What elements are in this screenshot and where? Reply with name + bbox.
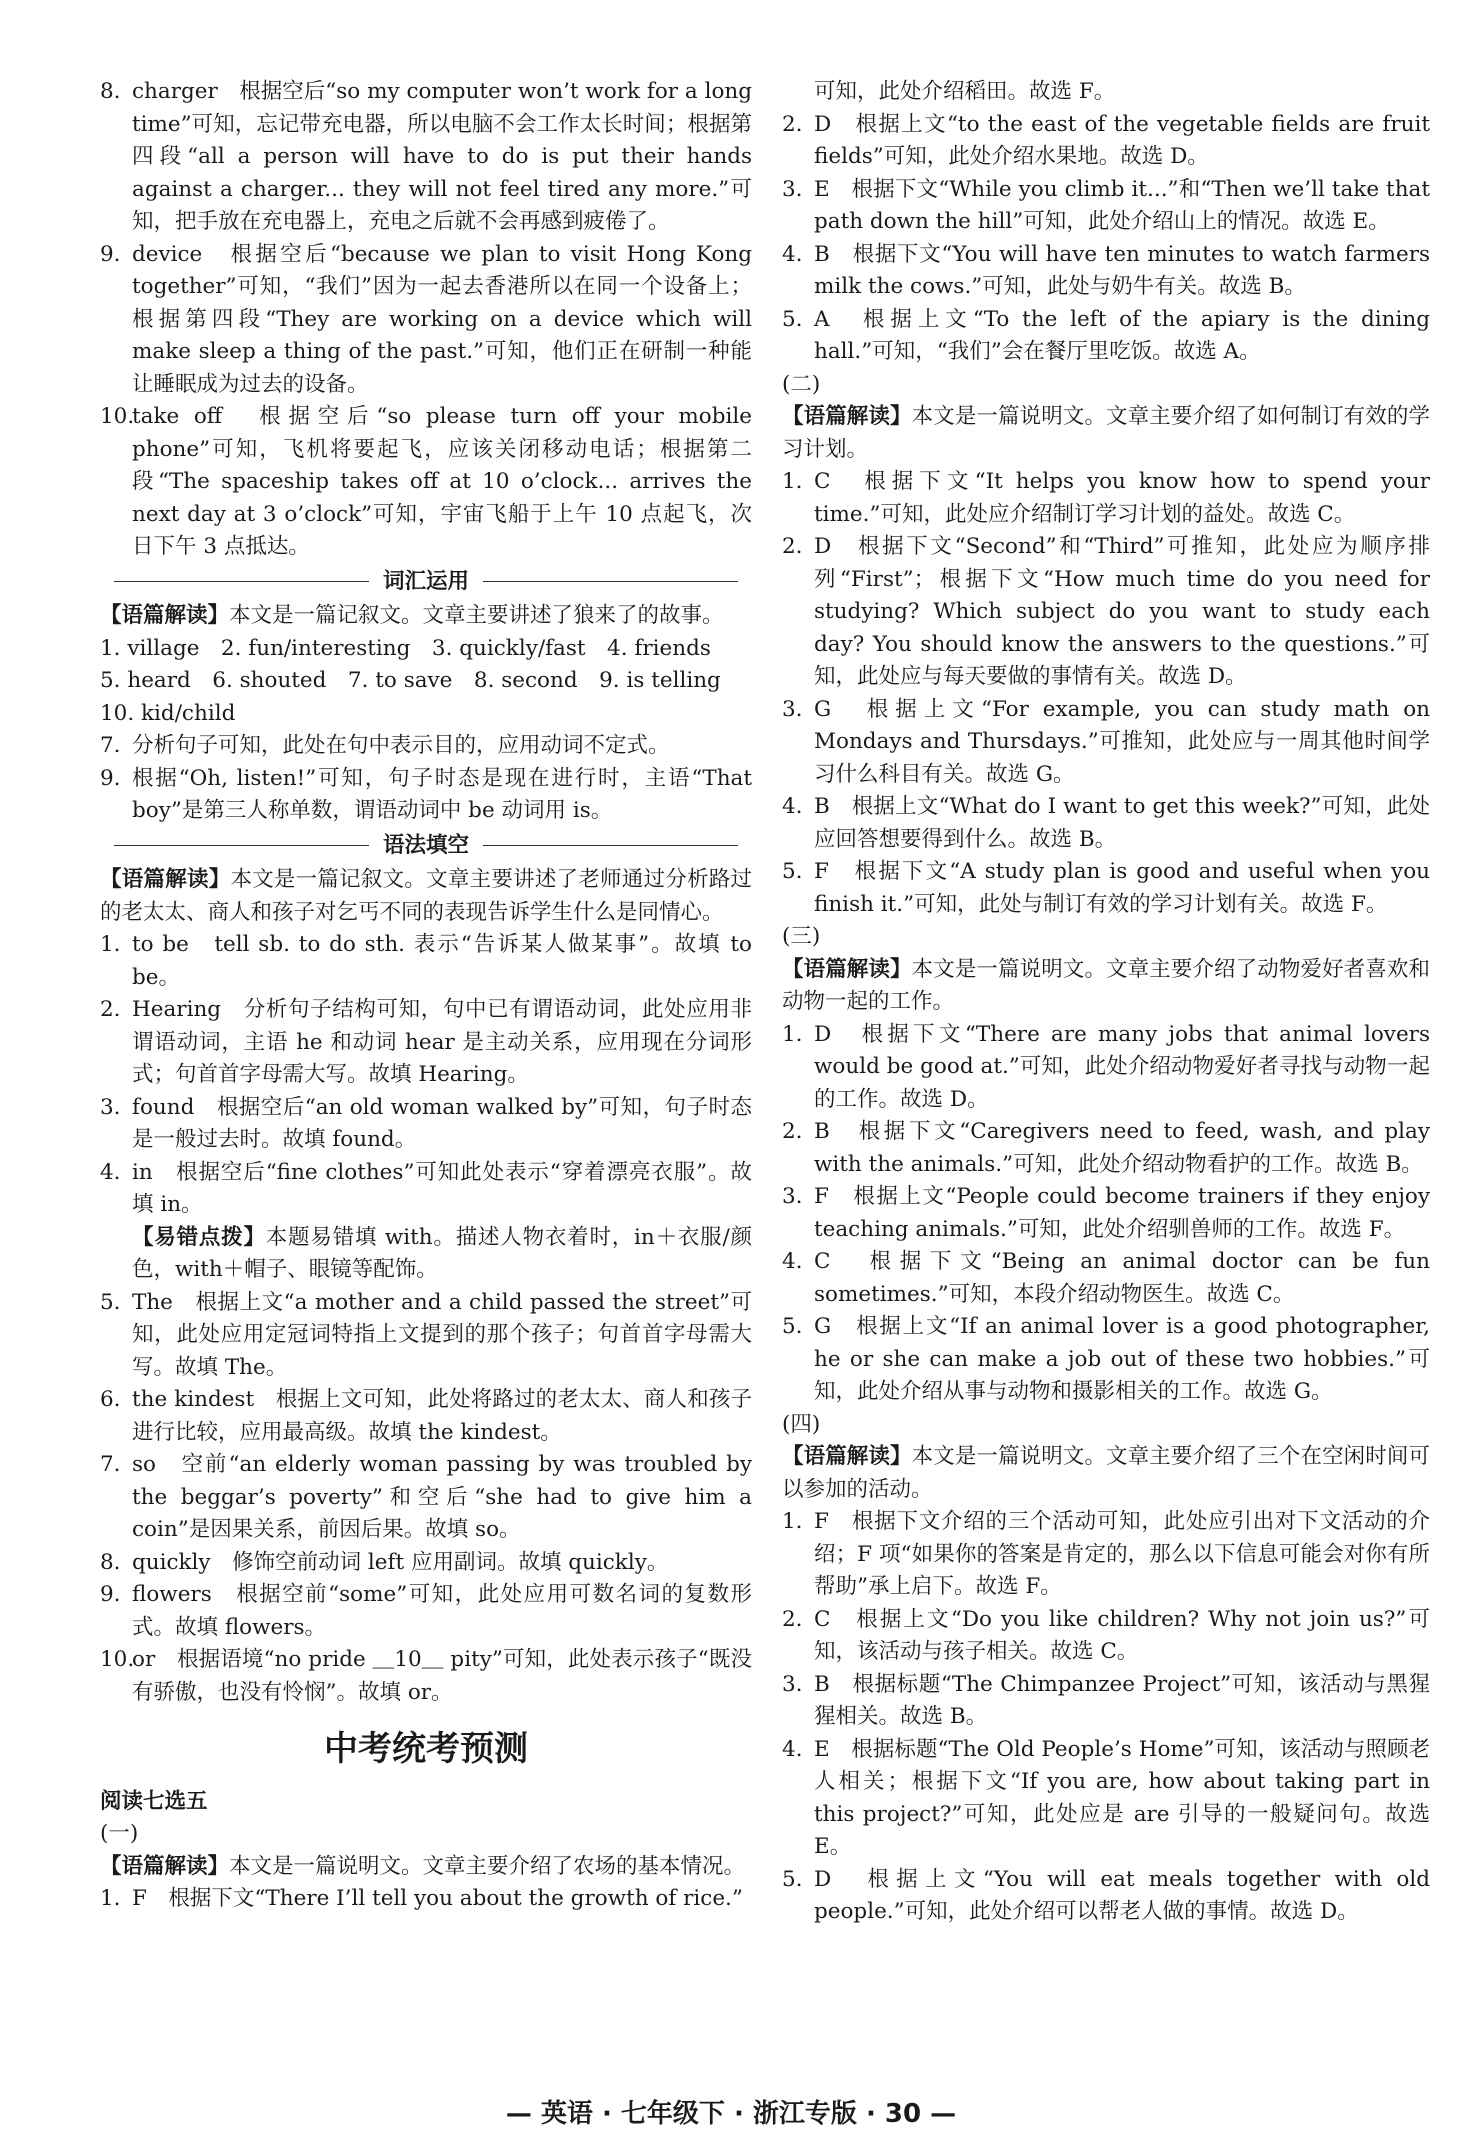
- right-column: [782, 76, 1437, 1929]
- item-number: 7.: [100, 1452, 121, 1477]
- part1-label: (一): [100, 1821, 139, 1846]
- part4-answers: [782, 1506, 1437, 1929]
- vocab-heading: 词汇运用: [100, 566, 752, 599]
- item-text: E 根据标题“The Old People’s Home”可知，该活动与照顾老人相关；根据下文“If you are, how about taking part in this project?”可知，此处应是 are 引导的一般疑问句。故选 E。: [814, 1736, 1437, 1859]
- answer-item: [782, 856, 1437, 921]
- vocab-intro: 【语篇解读】本文是一篇记叙文。文章主要讲述了狼来了的故事。: [100, 603, 724, 628]
- vocab-answers: [100, 633, 752, 731]
- part1-intro: 【语篇解读】本文是一篇说明文。文章主要介绍了农场的基本情况。: [100, 1853, 746, 1879]
- item-number: 5.: [100, 1289, 121, 1315]
- answer-item: [100, 994, 752, 1092]
- item-number: 7.: [100, 733, 121, 758]
- item-text: D 根据上文“to the east of the vegetable fields are fruit fields”可知，此处介绍水果地。故选 D。: [814, 111, 1437, 169]
- item-text: D 根据上文“You will eat meals together with old people.”可知，此处介绍可以帮老人做的事情。故选 D。: [814, 1866, 1437, 1924]
- answer-item: [782, 1311, 1437, 1409]
- item-number: 3.: [782, 1184, 803, 1209]
- item-text: D 根据下文“Second”和“Third”可推知，此处应为顺序排列“First”；根据下文“How much time do you need for studying? Which subject do you want to study each day? You should know the answers to the questions.”可知，此处应与每天要做的事情有关。故选 D。: [814, 534, 1437, 689]
- grammar-heading: 语法填空: [100, 830, 752, 863]
- answer-item: [100, 1547, 752, 1580]
- error-tip: 【易错点拨】本题易错填 with。描述人物衣着时，in＋衣服/颜色，with＋帽子、眼镜等配饰。: [132, 1224, 752, 1282]
- reading-label: 阅读七选五: [100, 1788, 208, 1814]
- item-number: 5.: [782, 1866, 803, 1892]
- item-text: 分析句子可知，此处在句中表示目的，应用动词不定式。: [132, 733, 670, 758]
- item-number: 5.: [782, 1314, 803, 1339]
- item-text: quickly 修饰空前动词 left 应用副词。故填 quickly。: [132, 1549, 669, 1575]
- item-number: 1.: [782, 1021, 803, 1047]
- item-number: 3.: [782, 176, 803, 202]
- part3-label: (三): [782, 924, 821, 949]
- item-number: 4.: [782, 794, 803, 819]
- item-number: 2.: [782, 111, 803, 137]
- answer-item: [782, 304, 1437, 369]
- item-text: the kindest 根据上文可知，此处将路过的老太太、商人和孩子进行比较，应用最高级。故填 the kindest。: [132, 1387, 752, 1445]
- item-text: F 根据上文“People could become trainers if they enjoy teaching animals.”可知，此处介绍驯兽师的工作。故选 F。: [814, 1184, 1437, 1242]
- item-text: F 根据下文介绍的三个活动可知，此处应引出对下文活动的介绍；F 项“如果你的答案是肯定的，那么以下信息可能会对你有所帮助”承上启下。故选 F。: [814, 1509, 1430, 1599]
- answer-item: [782, 694, 1437, 792]
- answer-item: [100, 239, 759, 402]
- part1-answers: [782, 109, 1437, 369]
- answer-item: [100, 763, 759, 828]
- item-text: B 根据上文“What do I want to get this week?”可知，此处应回答想要得到什么。故选 B。: [814, 794, 1430, 852]
- item-text: C 根据上文“Do you like children? Why not join us?”可知，该活动与孩子相关。故选 C。: [814, 1606, 1430, 1664]
- vocab-line: 1. village 2. fun/interesting 3. quickly/fast 4. friends: [100, 635, 711, 661]
- vocab-line: 10. kid/child: [100, 700, 236, 726]
- item-text: to be tell sb. to do sth. 表示“告诉某人做某事”。故填 to be。: [132, 932, 759, 990]
- item-text: Hearing 分析句子结构可知，句中已有谓语动词，此处应用非谓语动词，主语 he 和动词 hear 是主动关系，应用现在分词形式；句首首字母需大写。故填 Hearing。: [132, 997, 752, 1087]
- left-column: [100, 76, 759, 1916]
- part1-item-1: 1. F 根据下文“There I’ll tell you about the growth of rice.”: [100, 1886, 743, 1911]
- item-text: F 根据下文“A study plan is good and useful when you finish it.”可知，此处与制订有效的学习计划有关。故选 F。: [814, 859, 1437, 917]
- answer-item: [100, 1092, 752, 1157]
- page-footer: — 英语 · 七年级下 · 浙江专版 · 30 —: [505, 2099, 957, 2129]
- item-text: charger 根据空后“so my computer won’t work for a long time”可知，忘记带充电器，所以电脑不会工作太长时间；根据第四段“all a person will have to do is put their hands against a charger... they will not feel tired any more.”可知，把手放在充电器上，充电之后就不会再感到疲倦了。: [132, 79, 759, 234]
- answer-list: [100, 76, 759, 564]
- part2-answers: [782, 466, 1437, 921]
- grammar-intro: 【语篇解读】本文是一篇记叙文。文章主要讲述了老师通过分析路过的老太太、商人和孩子对乞丐不同的表现告诉学生什么是同情心。: [100, 867, 752, 925]
- item-text: C 根据下文“It helps you know how to spend your time.”可知，此处应介绍制订学习计划的益处。故选 C。: [814, 469, 1437, 527]
- vocab-notes: [100, 730, 759, 828]
- item-number: 8.: [100, 79, 121, 104]
- item-text: 根据“Oh, listen!”可知，句子时态是现在进行时，主语“That boy”是第三人称单数，谓语动词中 be 动词用 is。: [132, 765, 759, 823]
- item-text: flowers 根据空前“some”可知，此处应用可数名词的复数形式。故填 flowers。: [132, 1582, 752, 1640]
- item-number: 5.: [782, 306, 803, 332]
- answer-item: [100, 730, 752, 763]
- item-text: C 根据下文“Being an animal doctor can be fun sometimes.”可知，本段介绍动物医生。故选 C。: [814, 1249, 1437, 1307]
- item-number: 9.: [100, 241, 121, 267]
- item-number: 1.: [100, 932, 121, 957]
- item-text: take off 根据空后“so please turn off your mobile phone”可知，飞机将要起飞，应该关闭移动电话；根据第二段“The spaceship takes off at 10 o’clock... arrives the next day at 3 o’clock”可知，宇宙飞船于上午 10 点起飞，次日下午 3 点抵达。: [132, 404, 759, 559]
- grammar-answers-2: [100, 1287, 759, 1710]
- answer-item: [782, 1246, 1437, 1311]
- part2-intro: 【语篇解读】本文是一篇说明文。文章主要介绍了如何制订有效的学习计划。: [782, 404, 1430, 462]
- answer-item: [782, 1116, 1437, 1181]
- answer-item: [100, 1157, 752, 1222]
- item-text: found 根据空后“an old woman walked by”可知，句子时态是一般过去时。故填 found。: [132, 1094, 752, 1152]
- answer-item: [782, 109, 1437, 174]
- answer-item: [782, 239, 1437, 304]
- item-number: 4.: [782, 1736, 803, 1762]
- answer-item: [100, 1579, 752, 1644]
- part3-intro: 【语篇解读】本文是一篇说明文。文章主要介绍了动物爱好者喜欢和动物一起的工作。: [782, 956, 1430, 1014]
- answer-item: [782, 1019, 1437, 1117]
- item-number: 10.: [100, 1647, 135, 1672]
- exam-heading: 中考统考预测: [324, 1729, 528, 1769]
- item-number: 2.: [782, 1606, 803, 1632]
- item-number: 2.: [782, 1119, 803, 1144]
- item-number: 2.: [100, 997, 121, 1022]
- answer-item: [100, 1449, 759, 1547]
- answer-item: [100, 1287, 752, 1385]
- item-number: 3.: [782, 1671, 803, 1697]
- answer-item: [782, 1181, 1437, 1246]
- item-text: E 根据下文“While you climb it...”和“Then we’ll take that path down the hill”可知，此处介绍山上的情况。故选 E。: [814, 176, 1437, 234]
- item-text: B 根据下文“You will have ten minutes to watch farmers milk the cows.”可知，此处与奶牛有关。故选 B。: [814, 241, 1437, 299]
- item-number: 10.: [100, 404, 135, 429]
- item-text: G 根据上文“For example, you can study math on Mondays and Thursdays.”可推知，此处应与一周其他时间学习什么科目有关。故选 G。: [814, 696, 1437, 787]
- answer-item: [100, 1644, 752, 1709]
- item-text: device 根据空后“because we plan to visit Hong Kong together”可知，“我们”因为一起去香港所以在同一个设备上；根据第四段“They are working on a device which will make sleep a thing of the past.”可知，他们正在研制一种能让睡眠成为过去的设备。: [132, 241, 759, 397]
- item-text: The 根据上文“a mother and a child passed the street”可知，此处应用定冠词特指上文提到的那个孩子；句首首字母需大写。故填 The。: [132, 1289, 752, 1380]
- item-text: or 根据语境“no pride ＿10＿ pity”可知，此处表示孩子“既没有骄傲，也没有怜悯”。故填 or。: [132, 1647, 752, 1705]
- item-text: D 根据下文“There are many jobs that animal lovers would be good at.”可知，此处介绍动物爱好者寻找与动物一起的工作。故选 D。: [814, 1021, 1437, 1112]
- item-number: 3.: [782, 696, 803, 722]
- item-text: in 根据空后“fine clothes”可知此处表示“穿着漂亮衣服”。故填 in。: [132, 1159, 752, 1217]
- answer-item: [782, 1604, 1430, 1669]
- answer-item: [782, 531, 1437, 694]
- part2-label: (二): [782, 371, 821, 397]
- item-text: so 空前“an elderly woman passing by was troubled by the beggar’s poverty”和空后“she had to give him a coin”是因果关系，前因后果。故填 so。: [132, 1452, 759, 1542]
- grammar-answers: [100, 929, 759, 1222]
- item-text: B 根据标题“The Chimpanzee Project”可知，该活动与黑猩猩相关。故选 B。: [814, 1671, 1430, 1729]
- answer-item: [782, 174, 1437, 239]
- answer-item: [100, 929, 759, 994]
- item-number: 4.: [782, 241, 803, 267]
- answer-item: [100, 76, 759, 239]
- vocab-line: 5. heard 6. shouted 7. to save 8. second 9. is telling: [100, 668, 721, 693]
- part1-item-1-cont: 可知，此处介绍稻田。故选 F。: [814, 79, 1116, 104]
- item-number: 9.: [100, 1582, 121, 1607]
- item-number: 1.: [782, 1509, 803, 1534]
- answer-item: [782, 1864, 1437, 1929]
- item-number: 8.: [100, 1549, 121, 1575]
- answer-item: [100, 1384, 752, 1449]
- item-number: 6.: [100, 1387, 121, 1412]
- answer-item: [782, 1506, 1430, 1604]
- answer-item: [100, 401, 759, 564]
- part3-answers: [782, 1019, 1437, 1409]
- item-text: B 根据下文“Caregivers need to feed, wash, and play with the animals.”可知，此处介绍动物看护的工作。故选 B。: [814, 1119, 1437, 1177]
- item-number: 2.: [782, 534, 803, 559]
- item-number: 4.: [100, 1159, 121, 1185]
- item-number: 5.: [782, 859, 803, 884]
- item-text: A 根据上文“To the left of the apiary is the dining hall.”可知，“我们”会在餐厅里吃饭。故选 A。: [814, 306, 1437, 364]
- part4-label: (四): [782, 1411, 821, 1437]
- item-number: 4.: [782, 1249, 803, 1274]
- answer-item: [782, 1669, 1430, 1734]
- answer-item: [782, 1734, 1437, 1864]
- item-number: 1.: [782, 469, 803, 494]
- item-number: 3.: [100, 1094, 121, 1120]
- answer-item: [782, 791, 1430, 856]
- part4-intro: 【语篇解读】本文是一篇说明文。文章主要介绍了三个在空闲时间可以参加的活动。: [782, 1444, 1430, 1502]
- answer-item: [782, 466, 1437, 531]
- item-text: G 根据上文“If an animal lover is a good photographer, he or she can make a job out of these two hobbies.”可知，此处介绍从事与动物和摄影相关的工作。故选 G。: [814, 1314, 1437, 1404]
- item-number: 9.: [100, 765, 121, 791]
